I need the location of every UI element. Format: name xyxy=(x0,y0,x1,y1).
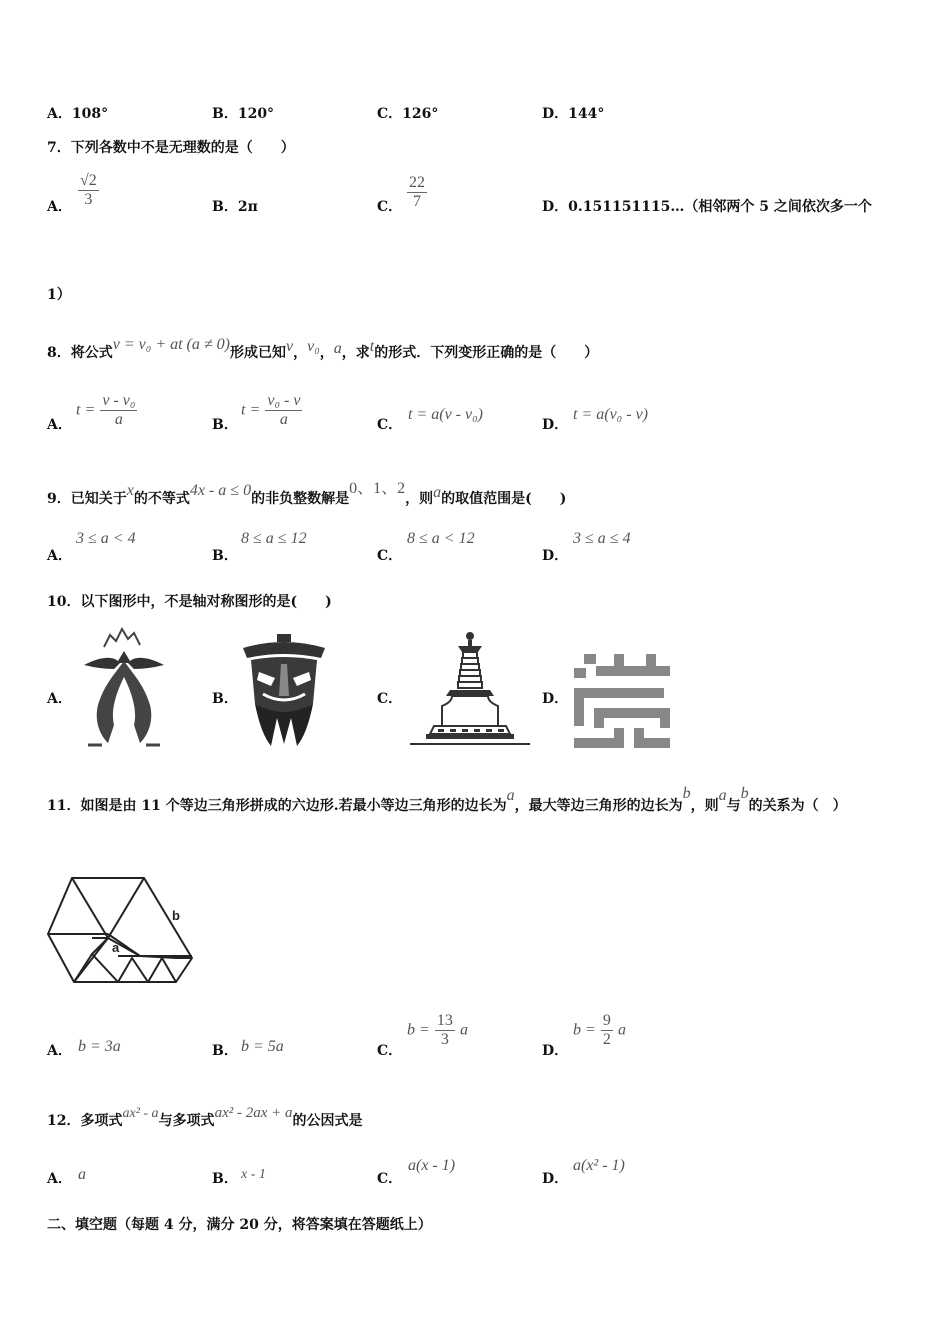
q11-var-a2: a xyxy=(718,787,727,804)
q8-option-c-label: C． xyxy=(377,417,403,433)
q11-option-b-expr: b = 5a xyxy=(241,1038,284,1055)
q8-var-v: v xyxy=(286,338,294,355)
q9-option-d-label: D． xyxy=(542,548,569,564)
q12-stem-part1: 12．多项式 xyxy=(47,1113,123,1129)
q12-poly2: ax² - 2ax + a xyxy=(214,1105,293,1121)
q6-option-d: D．144° xyxy=(542,106,605,122)
q9-option-a-label: A． xyxy=(47,548,72,564)
q9-stem-part5: 的取值范围是( ) xyxy=(441,491,567,507)
q11-option-b-label: B． xyxy=(212,1043,238,1059)
q11-option-c-expr xyxy=(407,1012,468,1048)
q8-a-lhs: t = xyxy=(76,401,96,419)
q9-option-c-expr: 8 ≤ a < 12 xyxy=(407,530,475,547)
q7-a-denominator: 3 xyxy=(84,190,93,208)
q8-var-t: t xyxy=(369,338,375,355)
q10-option-c-label: C． xyxy=(377,691,403,707)
q12-stem-part2: 与多项式 xyxy=(158,1113,215,1129)
q8-option-b-expr xyxy=(241,392,302,428)
q8-formula: v = v₀ + at (a ≠ 0) xyxy=(112,336,230,353)
q10-figure-d-fret-pattern xyxy=(574,652,670,750)
q10-figure-b-opera-mask xyxy=(241,634,327,749)
q11-option-a-label: A． xyxy=(47,1043,72,1059)
q11-fig-label-b: b xyxy=(172,908,180,923)
q8-b-denominator: a xyxy=(279,410,288,428)
q8-stem-part3: ，求 xyxy=(341,345,370,361)
q11-fig-label-a: a xyxy=(112,940,120,955)
q8-sep2: ， xyxy=(319,345,334,361)
q6-option-b: B．120° xyxy=(212,106,275,122)
q12-option-b-label: B． xyxy=(212,1171,238,1187)
q8-stem-part4: 的形式．下列变形正确的是（ ） xyxy=(374,345,599,361)
q6-option-a: A．108° xyxy=(47,106,109,122)
q8-option-d-expr: t = a(v₀ - v) xyxy=(573,406,648,423)
q9-option-b-label: B． xyxy=(212,548,238,564)
q11-var-b2: b xyxy=(740,785,749,802)
q11-d-denominator: 2 xyxy=(602,1030,611,1048)
q8-a-numerator: v - v₀ xyxy=(102,392,136,409)
q8-option-b-label: B． xyxy=(212,417,238,433)
q7-option-c-label: C． xyxy=(377,199,403,215)
q7-a-numerator: √2 xyxy=(80,172,97,189)
q12-option-a-expr: a xyxy=(78,1166,86,1183)
q10-option-d-label: D． xyxy=(542,691,569,707)
q9-option-c-label: C． xyxy=(377,548,403,564)
q8-var-a: a xyxy=(333,340,342,357)
q11-c-numerator: 13 xyxy=(436,1012,453,1029)
q8-a-denominator: a xyxy=(114,410,123,428)
q10-option-a-label: A． xyxy=(47,691,72,707)
q8-option-c-expr: t = a(v - v₀) xyxy=(408,406,483,423)
q9-option-b-expr: 8 ≤ a ≤ 12 xyxy=(241,530,307,547)
q11-c-lhs: b = xyxy=(407,1021,430,1039)
q8-sep1: ， xyxy=(293,345,308,361)
q7-option-d-continuation: 1） xyxy=(47,287,71,303)
q9-stem xyxy=(47,480,567,508)
q10-stem: 10．以下图形中，不是轴对称图形的是( ) xyxy=(47,594,332,610)
q8-stem xyxy=(47,336,599,362)
q12-poly1: ax² - a xyxy=(122,1106,159,1121)
q9-solutions: 0、1、2 xyxy=(349,480,406,497)
q7-stem: 7．下列各数中不是无理数的是（ ） xyxy=(47,140,295,156)
q9-stem-part1: 9．已知关于 xyxy=(47,491,127,507)
q11-option-d-expr xyxy=(573,1012,626,1048)
q11-option-a-expr: b = 3a xyxy=(78,1038,121,1055)
q12-option-c-expr: a(x - 1) xyxy=(408,1157,456,1174)
q12-stem-part3: 的公因式是 xyxy=(292,1113,363,1129)
q11-stem xyxy=(47,785,847,815)
q11-d-lhs: b = xyxy=(573,1021,596,1039)
q9-stem-part3: 的非负整数解是 xyxy=(251,491,350,507)
q9-stem-part4: ，则 xyxy=(405,491,434,507)
q10-figure-a-emblem xyxy=(78,625,170,750)
q10-figure-c-stupa xyxy=(408,630,532,750)
q12-option-b-expr: x - 1 xyxy=(241,1167,266,1182)
q9-var-a: a xyxy=(433,484,442,501)
q12-option-d-expr: a(x² - 1) xyxy=(573,1157,625,1174)
q10-option-b-label: B． xyxy=(212,691,238,707)
q11-var-b: b xyxy=(682,785,691,802)
q12-option-d-label: D． xyxy=(542,1171,569,1187)
q8-option-a-expr xyxy=(76,392,137,428)
q11-c-denominator: 3 xyxy=(440,1030,449,1048)
q7-option-a-label: A． xyxy=(47,199,72,215)
q8-option-d-label: D． xyxy=(542,417,569,433)
q11-stem-part3: ，则 xyxy=(690,798,719,814)
q11-stem-part5: 的关系为（ ） xyxy=(748,798,847,814)
q8-b-lhs: t = xyxy=(241,401,261,419)
q9-stem-part2: 的不等式 xyxy=(133,491,190,507)
q12-option-c-label: C． xyxy=(377,1171,403,1187)
q7-option-a-fraction xyxy=(78,172,99,208)
section-2-heading: 二、填空题（每题 4 分，满分 20 分，将答案填在答题纸上） xyxy=(47,1217,432,1233)
q12-option-a-label: A． xyxy=(47,1171,72,1187)
q7-option-d: D．0.151151115…（相邻两个 5 之间依次多一个 xyxy=(542,199,872,215)
q11-option-d-label: D． xyxy=(542,1043,569,1059)
q11-figure-hexagon xyxy=(44,874,200,988)
q11-var-a: a xyxy=(506,787,515,804)
q12-stem xyxy=(47,1105,363,1130)
q8-var-v0: v₀ xyxy=(307,338,320,355)
q11-option-c-label: C． xyxy=(377,1043,403,1059)
q7-c-numerator: 22 xyxy=(409,174,425,191)
q8-stem-part1: 8．将公式 xyxy=(47,345,113,361)
q8-b-numerator: v₀ - v xyxy=(267,392,301,409)
q8-stem-part2: 形成已知 xyxy=(230,345,286,361)
q6-option-c: C．126° xyxy=(377,106,439,122)
q11-c-rhs: a xyxy=(459,1021,468,1039)
q11-d-numerator: 9 xyxy=(602,1012,611,1029)
q9-option-d-expr: 3 ≤ a ≤ 4 xyxy=(573,530,631,547)
q11-stem-part2: ，最大等边三角形的边长为 xyxy=(514,798,683,814)
q7-option-b: B．2π xyxy=(212,199,258,215)
q7-c-denominator: 7 xyxy=(413,192,421,210)
q8-option-a-label: A． xyxy=(47,417,72,433)
q11-d-rhs: a xyxy=(617,1021,626,1039)
q9-option-a-expr: 3 ≤ a < 4 xyxy=(76,530,136,547)
q7-option-c-fraction xyxy=(407,174,427,210)
q11-stem-part1: 11．如图是由 11 个等边三角形拼成的六边形.若最小等边三角形的边长为 xyxy=(47,798,507,814)
q9-inequality: 4x - a ≤ 0 xyxy=(189,482,252,499)
q11-stem-part4: 与 xyxy=(726,798,741,814)
q9-var-x: x xyxy=(126,482,134,499)
